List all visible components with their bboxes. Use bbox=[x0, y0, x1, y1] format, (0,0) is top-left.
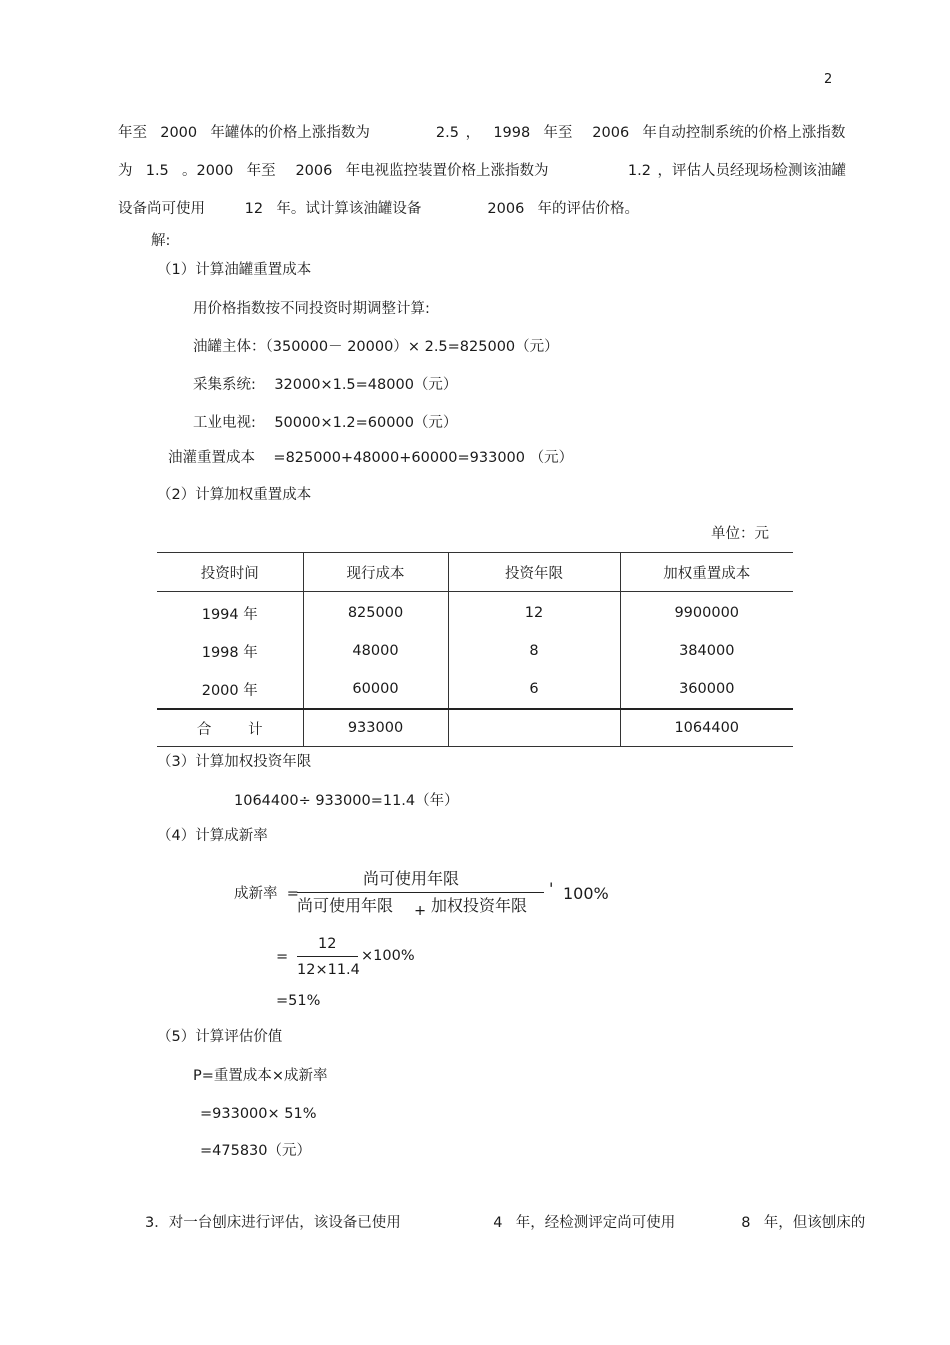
step5-line-3: =475830（元） bbox=[200, 1143, 312, 1159]
step2-heading: （2）计算加权重置成本 bbox=[157, 487, 312, 503]
cell-year: 1998 年 bbox=[201, 644, 258, 661]
step1-line-4: 工业电视: 50000×1.2=60000（元） bbox=[193, 415, 458, 431]
table-row bbox=[157, 670, 793, 709]
table-row bbox=[157, 592, 793, 633]
total-years bbox=[448, 709, 620, 747]
step4-heading: （4）计算成新率 bbox=[157, 828, 268, 844]
header-current-cost: 现行成本 bbox=[303, 553, 448, 592]
cell-year: 1994 年 bbox=[201, 606, 258, 623]
calc-times-percent: ×100% bbox=[361, 948, 415, 964]
intro-line-1: 年至 2000 年罐体的价格上涨指数为 2.5 ， 1998 年至 2006 年自动控制系统的价格上涨指数 bbox=[118, 125, 846, 141]
ratio-tick: ' bbox=[549, 879, 554, 898]
calc-numerator: 12 bbox=[318, 936, 337, 952]
step3-heading: （3）计算加权投资年限 bbox=[157, 754, 312, 770]
cell-cost: 60000 bbox=[303, 670, 448, 709]
header-invest-time: 投资时间 bbox=[157, 553, 303, 592]
table-unit: 单位：元 bbox=[711, 526, 769, 542]
cell-weighted: 384000 bbox=[620, 632, 793, 670]
step1-line-1: 用价格指数按不同投资时期调整计算: bbox=[193, 301, 430, 317]
cell-year: 2000 年 bbox=[201, 682, 258, 699]
total-weighted: 1064400 bbox=[620, 709, 793, 747]
header-invest-years: 投资年限 bbox=[448, 553, 620, 592]
ratio-numerator: 尚可使用年限 bbox=[363, 869, 460, 888]
solution-label: 解: bbox=[151, 233, 171, 249]
calc-equals: = bbox=[276, 949, 289, 965]
table-total-row bbox=[157, 709, 793, 747]
cell-years: 8 bbox=[448, 632, 620, 670]
header-weighted-cost: 加权重置成本 bbox=[620, 553, 793, 592]
cell-years: 12 bbox=[448, 592, 620, 633]
cell-cost: 48000 bbox=[303, 632, 448, 670]
step3-formula: 1064400÷ 933000=11.4（年） bbox=[234, 793, 459, 809]
step1-line-2: 油罐主体：（350000－ 20000）× 2.5=825000（元） bbox=[193, 339, 559, 355]
ratio-result: =51% bbox=[276, 993, 321, 1009]
weighted-cost-table bbox=[157, 552, 793, 747]
cell-weighted: 9900000 bbox=[620, 592, 793, 633]
ratio-denominator-a: 尚可使用年限 bbox=[297, 896, 394, 915]
total-label: 合 计 bbox=[157, 709, 303, 747]
ratio-plus: + bbox=[414, 903, 427, 919]
cell-weighted: 360000 bbox=[620, 670, 793, 709]
calc-fraction-bar bbox=[297, 956, 358, 957]
table-header-row bbox=[157, 553, 793, 592]
step5-heading: （5）计算评估价值 bbox=[157, 1029, 283, 1045]
ratio-denominator-b: 加权投资年限 bbox=[431, 896, 528, 915]
step5-line-1: P=重置成本×成新率 bbox=[193, 1068, 328, 1084]
step1-line-3: 采集系统: 32000×1.5=48000（元） bbox=[193, 377, 458, 393]
calc-denominator: 12×11.4 bbox=[297, 962, 360, 978]
step1-heading: （1）计算油罐重置成本 bbox=[157, 262, 312, 278]
intro-line-2: 为 1.5 。2000 年至 2006 年电视监控装置价格上涨指数为 1.2 ，评估人员经现场检测该油罐 bbox=[118, 163, 847, 179]
step5-line-2: =933000× 51% bbox=[200, 1106, 317, 1122]
total-cost: 933000 bbox=[303, 709, 448, 747]
ratio-fraction-bar bbox=[297, 892, 544, 893]
step1-total: 油灌重置成本 =825000+48000+60000=933000 （元） bbox=[168, 450, 574, 466]
cell-years: 6 bbox=[448, 670, 620, 709]
table-row bbox=[157, 632, 793, 670]
page-number: 2 bbox=[824, 72, 833, 87]
intro-line-3: 设备尚可使用 12 年。试计算该油罐设备 2006 年的评估价格。 bbox=[118, 201, 640, 217]
ratio-percent: 100% bbox=[563, 884, 609, 903]
ratio-label: 成新率 = bbox=[234, 886, 299, 902]
cell-cost: 825000 bbox=[303, 592, 448, 633]
next-problem-line: 3．对一台刨床进行评估，该设备已使用 4 年，经检测评定尚可使用 8 年，但该刨床的 bbox=[145, 1215, 866, 1231]
